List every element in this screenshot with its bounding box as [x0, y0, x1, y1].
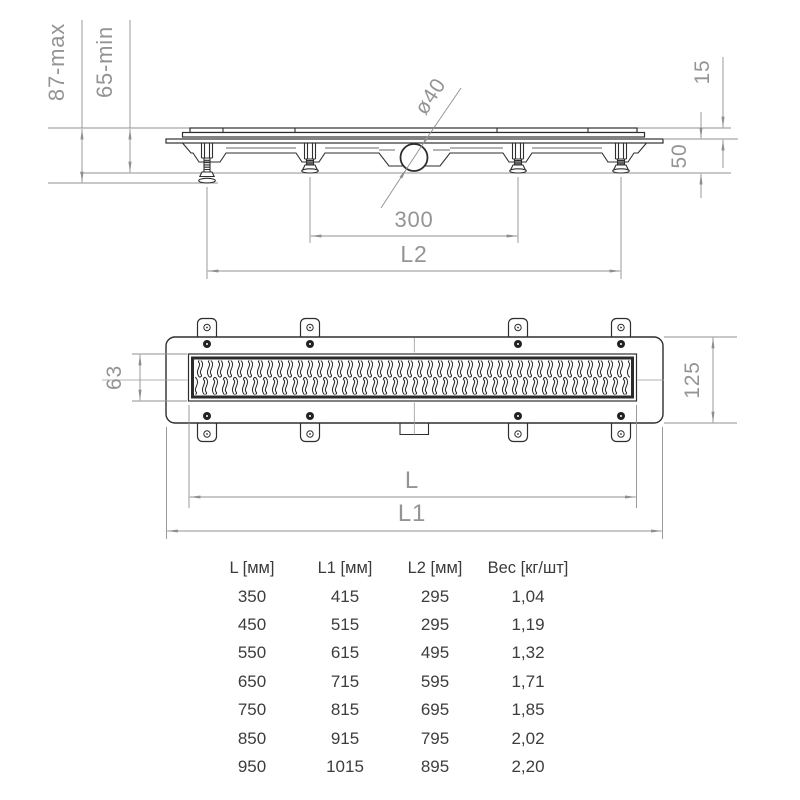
- dim-overall-length-label: L1: [397, 500, 427, 527]
- dim-flange-width-label: 125: [681, 361, 704, 399]
- table-cell: 615: [330, 643, 360, 663]
- grate: [189, 354, 637, 401]
- dim-height-min-label: 65-min: [92, 25, 117, 99]
- adjustable-leg: [510, 143, 527, 173]
- table-cell: 2,02: [511, 728, 545, 748]
- dim-rim-height: [691, 57, 723, 168]
- table-cell: 895: [420, 756, 450, 776]
- column-header-weight: Вес [кг/шт]: [487, 558, 569, 577]
- table-cell: 350: [237, 586, 267, 606]
- table-cell: 1,04: [511, 586, 545, 606]
- grate-rail-top: [190, 128, 637, 133]
- grate-rail-frame: [183, 133, 645, 138]
- side-view: [44, 20, 738, 279]
- dim-height-min: [92, 20, 130, 172]
- grate-wave-pattern: [195, 361, 630, 395]
- column-header-l2: L2 [мм]: [407, 558, 463, 577]
- dim-channel-length-label: L: [404, 467, 420, 494]
- table-cell: 915: [330, 728, 360, 748]
- table-cell: 1,85: [511, 700, 545, 720]
- table-cell: 295: [420, 614, 450, 634]
- table-cell: 650: [237, 671, 267, 691]
- table-cell: 950: [237, 756, 267, 776]
- table-cell: 1,19: [511, 614, 545, 634]
- table-cell: 550: [237, 643, 267, 663]
- table-cell: 750: [237, 700, 267, 720]
- table-cell: 450: [237, 614, 267, 634]
- table-cell: 295: [420, 586, 450, 606]
- table-cell: 715: [330, 671, 360, 691]
- dim-center-leg-spacing-label: 300: [394, 207, 434, 232]
- dim-flange-width: [664, 337, 737, 423]
- table-cell: 1,71: [511, 671, 545, 691]
- dim-grate-width-label: 63: [103, 365, 126, 390]
- column-header-l: L [мм]: [229, 558, 275, 577]
- dim-outer-leg-spacing-label: L2: [400, 241, 428, 267]
- adjustable-leg: [199, 143, 216, 183]
- adjustable-leg: [613, 143, 630, 173]
- dim-rim-height-label: 15: [691, 59, 714, 85]
- table-cell: 1015: [326, 756, 364, 776]
- dim-center-leg-spacing: [310, 177, 518, 243]
- table-cell: 595: [420, 671, 450, 691]
- table-cell: 850: [237, 728, 267, 748]
- size-table: [205, 554, 577, 781]
- column-header-l1: L1 [мм]: [317, 558, 373, 577]
- plan-view: [102, 319, 737, 540]
- dim-body-depth: [668, 112, 701, 198]
- drain-side-profile: [166, 128, 663, 183]
- table-cell: 815: [330, 700, 360, 720]
- adjustable-leg: [302, 143, 319, 173]
- dim-body-depth-label: 50: [668, 143, 691, 169]
- flange-edge: [166, 139, 663, 143]
- dim-height-max: [44, 20, 82, 182]
- table-cell: 795: [420, 728, 450, 748]
- table-cell: 2,20: [511, 756, 545, 776]
- table-cell: 1,32: [511, 643, 545, 663]
- table-cell: 415: [330, 586, 360, 606]
- dim-outlet-diameter-label: ø40: [410, 74, 451, 119]
- dim-height-max-label: 87-max: [44, 22, 69, 102]
- table-cell: 495: [420, 643, 450, 663]
- table-cell: 695: [420, 700, 450, 720]
- table-cell: 515: [330, 614, 360, 634]
